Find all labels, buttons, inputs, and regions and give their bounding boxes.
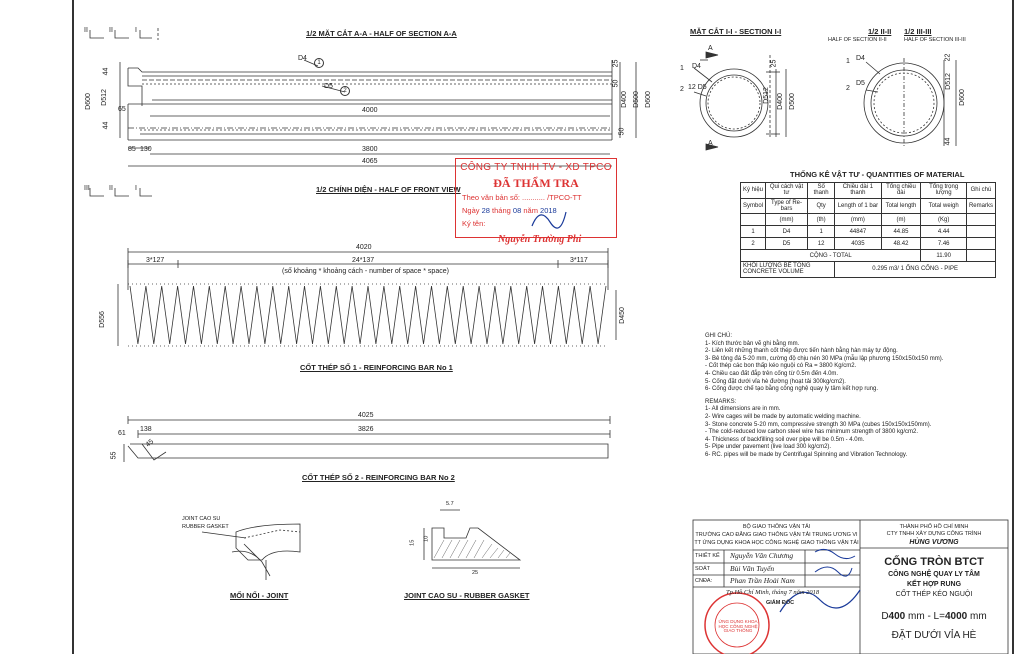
r0-c5: 4.44: [921, 226, 967, 238]
bar1-note: (số khoảng * khoảng cách - number of space * space): [282, 268, 449, 275]
material-table: [740, 182, 996, 278]
ii-d5: D5: [856, 80, 865, 87]
i-d500: D500: [788, 93, 796, 110]
r0-c1: D4: [766, 226, 808, 238]
r0-c3: 44847: [835, 226, 881, 238]
concrete-label-vi: KHỐI LƯỢNG BÊ TÔNG: [743, 263, 811, 270]
bar1-d450: D450: [618, 307, 626, 324]
hdr-vi-2: Số thanh: [808, 183, 835, 199]
section-iii-sub: HALF OF SECTION III-III: [904, 37, 966, 43]
hdr-en-5: Total weigh: [921, 198, 967, 214]
mark-ii-c: II: [109, 185, 113, 192]
dim-25: 25: [612, 59, 620, 68]
concrete-label: [741, 262, 835, 278]
bar1-title: CỐT THÉP SỐ 1 - REINFORCING BAR No 1: [300, 363, 453, 372]
stamp-month-label: tháng: [492, 206, 511, 215]
tb-dim-mid: mm - L=: [905, 611, 945, 622]
stamp-year: 2018: [540, 206, 557, 215]
bar1-spacing-b: 24*137: [352, 257, 375, 264]
ii-44: 44: [944, 137, 952, 146]
concrete-value: 0.295 m3/ 1 ỐNG CỐNG - PIPE: [835, 262, 996, 278]
joint-callout-1: JOINT CAO SU: [182, 516, 221, 522]
tb-row1-label: THIẾT KẾ: [695, 553, 720, 559]
table-row: [741, 238, 996, 250]
note-en-6: 6- RC. pipes will be made by Centrifugal Spinning and Vibration Technology.: [705, 451, 908, 458]
r0-c4: 44.85: [881, 226, 921, 238]
hdr-en-3: Length of 1 bar: [835, 198, 881, 214]
stamp-checked: ĐÃ THẨM TRA: [493, 176, 579, 190]
section-ii-title: 1/2 II-II: [868, 27, 892, 36]
bar1-spacing-a: 3*127: [146, 257, 165, 264]
ii-d512: D512: [944, 73, 952, 90]
joint-callout-2: RUBBER GASKET: [182, 524, 229, 530]
hdr-en-4: Total length: [881, 198, 921, 214]
table-row: [741, 198, 996, 214]
i-callout-1: 1: [680, 65, 684, 72]
dim-44a: 44: [102, 67, 110, 76]
stamp-doc-value: /TPCO-TT: [547, 193, 582, 202]
gasket-25: 25: [472, 570, 479, 576]
r1-c0: 2: [741, 238, 766, 250]
stamp-doc-label: Theo văn bản số:: [462, 193, 520, 202]
tb-date: Tp.Hồ Chí Minh, tháng 7 năm 2018: [726, 589, 820, 596]
table-row: [741, 250, 996, 262]
approval-stamp: CÔNG TY TNHH TV - XD TPCO ĐÃ THẨM TRA Theo văn bản số: ........... /TPCO-TT Ngày 28 tháng 08 năm 2018 Ký tên:: [455, 158, 617, 238]
bar2-55: 55: [110, 451, 118, 460]
r0-c0: 1: [741, 226, 766, 238]
note-en-1: 1- All dimensions are in mm.: [705, 406, 781, 413]
total-value: 11.90: [921, 250, 967, 262]
tb-dim-post: mm: [967, 611, 987, 622]
dim-50b: 50: [618, 127, 626, 136]
i-25: 25: [770, 59, 778, 68]
gasket-10: 10: [423, 535, 430, 542]
front-view-title: 1/2 CHÍNH DIỆN - HALF OF FRONT VIEW: [316, 185, 461, 194]
unit-2: (th): [808, 214, 835, 226]
tb-director: GIÁM ĐỐC: [766, 600, 795, 606]
ii-callout-2: 2: [846, 85, 850, 92]
note-vi-3: 3- Bê tông đá 5-20 mm, cường độ chịu nén 30 MPa (mẫu lập phương 150x150x150 mm).: [705, 355, 944, 362]
ii-callout-1: 1: [846, 58, 850, 65]
mark-a-top: A: [708, 45, 713, 52]
section-i-title: MẶT CẮT I-I - SECTION I-I: [690, 27, 782, 36]
tb-org-3: TT ỨNG DỤNG KHOA HỌC CÔNG NGHỆ GIAO THÔNG VẬN TẢI: [694, 540, 859, 546]
bar1-spacing-c: 3*117: [570, 257, 588, 264]
tb-client-1: THÀNH PHỐ HỒ CHÍ MINH: [899, 524, 969, 530]
stamp-company: CÔNG TY TNHH TV - XD TPCO: [460, 162, 612, 173]
dim-65: 65: [118, 106, 126, 113]
note-en-5: 5- Pipe under pavement (live load 300 kg/cm2).: [705, 444, 832, 451]
callout-1: 1: [314, 58, 324, 68]
tb-row1-name: Nguyễn Văn Chương: [730, 551, 794, 560]
i-d400: D400: [776, 93, 784, 110]
bar2-inner: 3826: [358, 426, 374, 433]
ii-d4: D4: [856, 55, 865, 62]
hdr-en-1: Type of Re-bars: [766, 198, 808, 214]
hdr-vi-6: Ghi chú: [966, 183, 995, 199]
note-en-3: 3- Stone concrete 5-20 mm, compressive strength 30 MPa (cubes 150x150x150mm).: [705, 421, 932, 428]
bar1-d556: D556: [98, 311, 106, 328]
gasket-57: 5.7: [446, 501, 454, 507]
unit-3: (mm): [835, 214, 881, 226]
note-vi-4: 4- Chiều cao đất đắp trên cống từ 0.5m đến 4.0m.: [705, 370, 839, 377]
r0-c2: 1: [808, 226, 835, 238]
r1-c3: 4035: [835, 238, 881, 250]
tb-client-2: CTY TNHH XÂY DỰNG CÔNG TRÌNH: [886, 531, 982, 537]
r1-c4: 48.42: [881, 238, 921, 250]
i-d5: 12 D5: [688, 84, 707, 91]
tb-row3-label: CNĐA:: [695, 578, 713, 584]
i-callout-2: 2: [680, 86, 684, 93]
note-en-4: 4- Thickness of backfilling soil over pipe will be 0.5m - 4.0m.: [705, 436, 865, 443]
note-en-2: 2- Wire cages will be made by automatic welding machine.: [705, 413, 861, 420]
mark-i-b: I: [135, 185, 137, 192]
bar1-length: 4020: [356, 244, 372, 251]
stamp-month: 08: [512, 206, 522, 215]
mark-a-bottom: A: [708, 140, 713, 147]
bar2-61: 61: [118, 430, 126, 437]
tb-row3-name: Phan Trần Hoài Nam: [730, 576, 795, 585]
d5-label: D5: [324, 83, 333, 90]
hdr-vi-4: Tổng chiều dài: [881, 183, 921, 199]
tb-org-1: BỘ GIAO THÔNG VẬN TẢI: [742, 524, 811, 530]
unit-4: (m): [881, 214, 921, 226]
section-iii-title: 1/2 III-III: [904, 27, 932, 36]
tb-client-3: HÙNG VƯƠNG: [909, 539, 959, 546]
dim-4065: 4065: [362, 158, 378, 165]
tb-dim-d: D: [881, 611, 889, 622]
tb-placement: ĐẶT DƯỚI VỈA HÈ: [891, 630, 977, 641]
dim-d600-left: D600: [84, 93, 92, 110]
callout-2: 2: [340, 86, 350, 96]
hdr-vi-0: Ký hiệu: [741, 183, 766, 199]
section-mark-ii-right: [115, 30, 129, 38]
tb-tech-3: CỐT THÉP KÉO NGUỘI: [895, 591, 973, 598]
material-title: THỐNG KÊ VẬT TƯ - QUANTITIES OF MATERIAL: [790, 170, 965, 179]
unit-1: (mm): [766, 214, 808, 226]
tb-tech-2: KẾT HỢP RUNG: [906, 581, 962, 588]
total-remark: [966, 250, 995, 262]
note-en-3b: - The cold-reduced low carbon steel wire has minimum strength of 3800 kg/cm2.: [705, 429, 918, 436]
dim-85: 85: [128, 146, 136, 153]
notes: [705, 333, 943, 460]
concrete-label-en: CONCRETE VOLUME: [743, 269, 804, 276]
dim-3800: 3800: [362, 146, 378, 153]
tb-row2-name: Bùi Văn Tuyến: [730, 564, 775, 573]
tb-seal: ỨNG DỤNG KHOA HỌC CÔNG NGHỆ GIAO THÔNG: [718, 619, 758, 633]
unit-5: (Kg): [921, 214, 967, 226]
stamp-year-label: năm: [523, 206, 538, 215]
d4-label: D4: [298, 55, 307, 62]
note-vi-5: 5- Cống đặt dưới vỉa hè đường (hoạt tải 300kg/cm2).: [705, 378, 846, 385]
mark-ii-b: II: [109, 27, 113, 34]
dim-d400: D400: [620, 91, 628, 108]
tb-product: CỐNG TRÒN BTCT: [884, 556, 984, 568]
unit-0: [741, 214, 766, 226]
r0-c6: [966, 226, 995, 238]
note-vi-6: 6- Cống được chế tạo bằng công nghệ quay ly tâm kết hợp rung.: [705, 386, 878, 393]
tb-dim-d-val: 400: [888, 611, 906, 622]
r1-c5: 7.46: [921, 238, 967, 250]
ii-d600: D600: [958, 89, 966, 106]
notes-title-vi: GHI CHÚ:: [705, 333, 732, 339]
notes-title-en: REMARKS:: [705, 398, 737, 405]
bar2-138: 138: [140, 426, 152, 433]
spiral-bar: [130, 286, 606, 344]
dim-44b: 44: [102, 121, 110, 130]
mark-iii: III: [84, 185, 90, 192]
r1-c2: 12: [808, 238, 835, 250]
mark-ii: II: [84, 27, 88, 34]
note-vi-1: 1- Kích thước bản vẽ ghi bằng mm.: [705, 340, 800, 347]
bar2-title: CỐT THÉP SỐ 2 - REINFORCING BAR No 2: [302, 473, 455, 482]
table-row: [741, 183, 996, 199]
r1-c1: D5: [766, 238, 808, 250]
hdr-en-0: Symbol: [741, 198, 766, 214]
hdr-vi-1: Qui cách vật tư: [766, 183, 808, 199]
pipe-top-outer: [128, 68, 612, 72]
gasket-title: JOINT CAO SU - RUBBER GASKET: [404, 591, 530, 600]
r1-c6: [966, 238, 995, 250]
dim-d500: D500: [632, 91, 640, 108]
note-vi-2: 2- Liên kết những thanh cốt thép được tiến hành bằng hàn máy tự động.: [705, 348, 898, 355]
dim-50: 50: [612, 79, 620, 88]
dim-4000: 4000: [362, 107, 378, 114]
tb-dimension: [860, 611, 1008, 622]
hdr-vi-3: Chiều dài 1 thanh: [835, 183, 881, 199]
hdr-vi-5: Tổng trọng lượng: [921, 183, 967, 199]
i-d512: D512: [762, 87, 770, 104]
stamp-sign-label: Ký tên:: [462, 219, 486, 228]
mark-i: I: [135, 27, 137, 34]
hdr-en-2: Qty: [808, 198, 835, 214]
section-ii-sub: HALF OF SECTION II-II: [828, 37, 887, 43]
stamp-signer: Nguyễn Trường Phi: [498, 234, 582, 245]
tb-dim-l-val: 4000: [944, 611, 968, 622]
section-mark-i-top: [140, 30, 152, 38]
tb-tech-1: CÔNG NGHỆ QUAY LY TÂM: [888, 571, 980, 578]
tb-row2-label: SOÁT: [695, 566, 710, 572]
table-row: [741, 214, 996, 226]
gasket-15: 15: [409, 539, 416, 546]
note-vi-3b: - Cốt thép các bon thấp kéo nguội có Ra = 3800 Kg/cm2.: [705, 363, 857, 370]
section-a-title: 1/2 MẶT CẮT A-A - HALF OF SECTION A-A: [306, 29, 457, 38]
i-d4: D4: [692, 63, 701, 70]
bar2-45: 45: [144, 438, 156, 449]
dim-d600-right: D600: [644, 91, 652, 108]
stamp-day-label: Ngày: [462, 206, 480, 215]
joint-title: MỐI NỐI - JOINT: [230, 591, 289, 600]
hdr-en-6: Remarks: [966, 198, 995, 214]
section-mark-ii-left: [90, 30, 104, 38]
table-row: [741, 226, 996, 238]
dim-130: 130: [140, 146, 152, 153]
tb-org-2: TRƯỜNG CAO ĐẲNG GIAO THÔNG VẬN TẢI TRUNG ƯƠNG VI: [695, 532, 858, 538]
dim-d512: D512: [100, 89, 108, 106]
ii-22: 22: [944, 53, 952, 62]
unit-6: [966, 214, 995, 226]
table-row: [741, 262, 996, 278]
bar2-length: 4025: [358, 412, 374, 419]
stamp-day: 28: [481, 206, 490, 215]
total-label: CỘNG - TOTAL: [741, 250, 921, 262]
